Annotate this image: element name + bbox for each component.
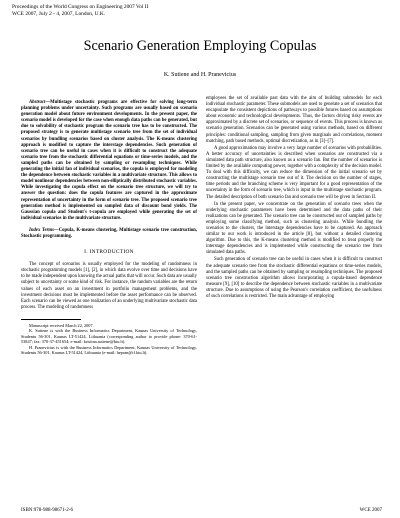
proceedings-header [12, 4, 148, 17]
introduction-paragraph: The concept of scenarios is usually employed for the modeling of randomness in stochastic programming models [1], [2], in which data evolve over time and decisions have to be made independent upon knowing the actual paths that will occur. Such data are usually subject to uncertainty or some kind of risk. For instance, the random variables are the return values of each asset on an investment in portfolio management problems, and the investment decisions must be implemented before the asset performance can be observed. Each scenario can be viewed as one realization of an underlying multivariate stochastic data process. The modeling of randomness [21, 262, 197, 310]
body-paragraph: A good approximation may involve a very large number of scenarios with probabilities. A better accuracy of uncertainties is described when scenarios are constructed via a simulated data path structure, also known as a scenario fan. But the number of scenarios is limited by the available computing power, together with a complexity of the decision model. To deal with this difficulty, we can reduce the dimension of the initial scenario set by constructing the multistage scenario tree out of it. The decision on the number of stages, time periods and the branching scheme is very important for a good representation of the uncertainty in the form of scenario tree, which is input in the multistage stochastic program. The detailed description of both scenario fan and scenario tree will be given in Section II. [206, 145, 382, 200]
section-heading-introduction: I. INTRODUCTION [84, 249, 134, 256]
footnote: K. Sutiene is with the Business Informatics Department, Kaunas University of Technology, Studentu 56-301, Kaunas LT-51424, Lithuania (corresponding author to provide phone: 370-61-53847; fax: 370-37-451654; e-mail: kristina.sutiene@ktu.lt). [21, 328, 197, 345]
right-column [206, 96, 382, 301]
isbn-footer: ISBN:978-988-98671-2-6 [21, 508, 73, 513]
venue-footer: WCE 2007 [359, 508, 382, 513]
body-paragraph: Such generation of scenario tree can be useful in cases when it is difficult to construct the adequate scenario tree from the stochastic differential equations or time-series models, and the sampled paths can be obtained by sampling or resampling techniques. The proposed scenario tree construction algorithm allows incorporating a copula-based dependence measure [9], [10] to describe the dependence between stochastic variables in a multivariate structure. Due to assumptions of using the Pearson's correlation coefficient, the usefulness of such correlations is restricted. The main advantage of employing [206, 257, 382, 299]
body-paragraph: In the present paper, we concentrate on the generation of scenario trees when the underlying stochastic parameters have been determined and the data paths of their realizations can be generated. The scenario tree can be constructed out of sampled paths by employing some classifying method, such as clustering analysis. While bundling the scenarios to the clusters, the interstage dependencies have to be captured. An approach similar to our work is introduced in the article [8], but without a detailed clustering algorithm. Due to this, the K-means clustering method is modified to treat properly the interstage dependencies and is implemented while constructing the scenario tree from simulated data paths. [206, 201, 382, 256]
footnote-rule [21, 319, 81, 320]
index-terms [21, 228, 197, 240]
left-column [21, 100, 197, 356]
footnote: Manuscript received March 22, 2007. [29, 322, 94, 328]
abstract-text: —Multistage stochastic programs are effective for solving long-term planning problems under uncertainty. Such programs are usually based on scenario generation model about future environment developments. In the present paper, the scenario model is developed for the case when enough data paths can be generated, but due to solvability of stochastic program the scenario tree has to be constructed. The proposed strategy is to generate multistage scenario tree from the set of individual scenarios by bundling scenarios based on cluster analysis. The K-means clustering approach is modified to capture the interstage dependencies. Such generation of scenario tree can be useful in cases when it is difficult to construct the adequate scenario tree from the stochastic differential equations or time-series models, and the sampled paths can be obtained by sampling or resampling techniques. While generating the initial fan of individual scenarios, the copula is employed for modeling the dependence between stochastic variables in a multivariate structure. This allows to model nonlinear dependencies between non-elliptically distributed stochastic variables. While investigating the copula effect on the scenario tree structure, we will try to answer the question: does the copula features are captured in the approximate representation of uncertainty in the form of scenario tree. The proposed scenario tree generation method is implemented on sampled data of discount bond yields. The Gaussian copula and Student's t-copula are employed while generating the set of individual scenarios in the multivariate structure. [21, 100, 197, 221]
index-terms-text: —Copula, K-means clustering, Multistage scenario tree construction, Stochastic programming. [21, 227, 197, 239]
header-line-1: Proceedings of the World Congress on Engineering 2007 Vol II [12, 4, 149, 10]
abstract-label: Abstract [29, 100, 46, 105]
abstract [21, 100, 197, 222]
paper-authors: K. Sutiene and H. Pranevicius [163, 72, 237, 78]
header-line-2: WCE 2007, July 2 - 4, 2007, London, U.K. [12, 10, 106, 17]
footnotes [21, 323, 197, 356]
index-terms-label: Index Terms [29, 227, 54, 233]
footnote: H. Pranevicius is with the Business Informatics Department, Kaunas University of Technology, Studentu 56-301, Kaunas LT-51424, Lithuania (e-mail: hepran@if.ktu.lt). [21, 344, 197, 356]
body-paragraph: employees the set of available past data with the aim of building submodels for each individual stochastic parameter. These submodels are used to generate a set of scenarios that encapsulate the consistent depictions of pathways to possible futures based on assumptions about economic and technological developments. Thus, the factors driving risky events are approximated by a discrete set of scenarios, or sequence of events. This process is known as scenario generation. Scenarios can be generated using various methods, based on different principles: conditional sampling, sampling from given marginals and correlations, moment matching, path based methods, optimal discretization, as in [3]–[7]. [206, 96, 382, 144]
paper-title: Scenario Generation Employing Copulas [83, 38, 317, 54]
